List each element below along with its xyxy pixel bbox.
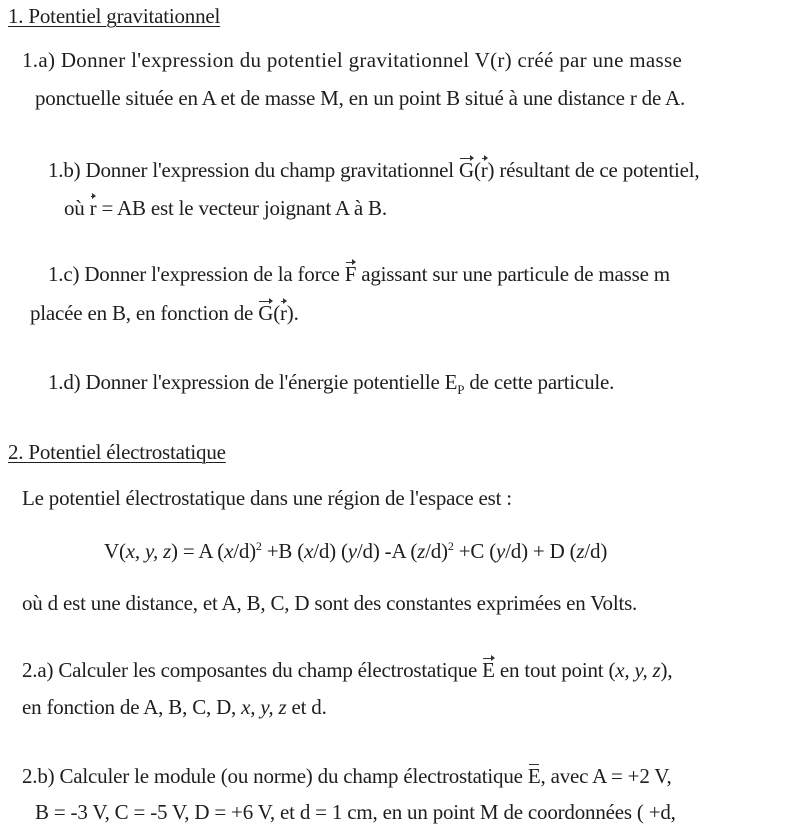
question-1c-line1 bbox=[48, 262, 670, 286]
section-2-intro: Le potentiel électrostatique dans une région de l'espace est : bbox=[22, 486, 512, 510]
vector-r: r bbox=[89, 196, 97, 220]
f: /d) + D ( bbox=[505, 539, 577, 563]
text: ), bbox=[660, 658, 673, 682]
text: 2.a) Calculer les composantes du champ électrostatique bbox=[22, 658, 483, 682]
potential-formula bbox=[104, 534, 607, 563]
question-1d bbox=[48, 370, 614, 402]
f: +B ( bbox=[261, 539, 305, 563]
text: 2.b) Calculer le module (ou norme) du champ électrostatique bbox=[22, 764, 528, 788]
f: y bbox=[496, 539, 506, 563]
f: x bbox=[304, 539, 314, 563]
f: x, y, z bbox=[125, 539, 172, 563]
section-1-title: 1. Potentiel gravitationnel bbox=[8, 4, 221, 28]
f: x bbox=[224, 539, 234, 563]
text: = AB est le vecteur joignant A à B. bbox=[96, 196, 387, 220]
f: z bbox=[576, 539, 585, 563]
vector-r: r bbox=[280, 301, 287, 325]
text: placée en B, en fonction de bbox=[30, 301, 259, 325]
text: en tout point ( bbox=[494, 658, 616, 682]
f: z bbox=[417, 539, 426, 563]
f: /d) bbox=[425, 539, 448, 563]
text: x, y, z bbox=[241, 695, 287, 719]
question-1c-line2 bbox=[30, 301, 299, 325]
subscript: P bbox=[457, 382, 465, 398]
text: agissant sur une particule de masse m bbox=[356, 262, 670, 286]
vector-G: G bbox=[258, 301, 274, 325]
vector-F: F bbox=[344, 262, 357, 286]
f: +C ( bbox=[453, 539, 497, 563]
f: ) = A ( bbox=[171, 539, 225, 563]
question-2a-line2 bbox=[22, 695, 327, 719]
question-1b-line2 bbox=[64, 196, 387, 220]
vector-r: r bbox=[480, 158, 488, 182]
question-1b-line1 bbox=[48, 158, 699, 182]
text: , avec A = +2 V, bbox=[540, 764, 672, 788]
f: /d) ( bbox=[313, 539, 348, 563]
text: où bbox=[64, 196, 90, 220]
f: 2 bbox=[447, 539, 454, 553]
text: 1.c) Donner l'expression de la force bbox=[48, 262, 345, 286]
text: ( bbox=[473, 158, 481, 182]
text: x, y, z bbox=[615, 658, 661, 682]
f: y bbox=[347, 539, 357, 563]
vector-E: E bbox=[527, 764, 541, 788]
section-2-note: où d est une distance, et A, B, C, D sont des constantes exprimées en Volts. bbox=[22, 591, 638, 615]
text: 1.b) Donner l'expression du champ gravitationnel bbox=[48, 158, 459, 182]
f: V( bbox=[104, 539, 126, 563]
text: ) résultant de ce potentiel, bbox=[487, 158, 700, 182]
question-1a-line1: 1.a) Donner l'expression du potentiel gravitationnel V(r) créé par une masse bbox=[22, 48, 683, 72]
f: /d) bbox=[584, 539, 608, 563]
text: en fonction de A, B, C, D, bbox=[22, 695, 242, 719]
text: de cette particule. bbox=[464, 370, 615, 394]
question-2b-line1 bbox=[22, 764, 672, 788]
vector-G: G bbox=[458, 158, 474, 182]
f: /d) bbox=[233, 539, 256, 563]
vector-E: E bbox=[482, 658, 495, 682]
text: ( bbox=[273, 301, 280, 325]
f: /d) -A ( bbox=[356, 539, 418, 563]
question-2a-line1 bbox=[22, 658, 672, 682]
question-2b-line2: B = -3 V, C = -5 V, D = +6 V, et d = 1 cm, en un point M de coordonnées ( +d, bbox=[35, 800, 676, 824]
f: 2 bbox=[255, 539, 262, 553]
text: 1.d) Donner l'expression de l'énergie potentielle E bbox=[48, 370, 458, 394]
question-1a-line2: ponctuelle située en A et de masse M, en un point B situé à une distance r de A. bbox=[35, 86, 686, 110]
text: ). bbox=[286, 301, 299, 325]
text: et d. bbox=[286, 695, 327, 719]
section-2-title: 2. Potentiel électrostatique bbox=[8, 440, 226, 464]
